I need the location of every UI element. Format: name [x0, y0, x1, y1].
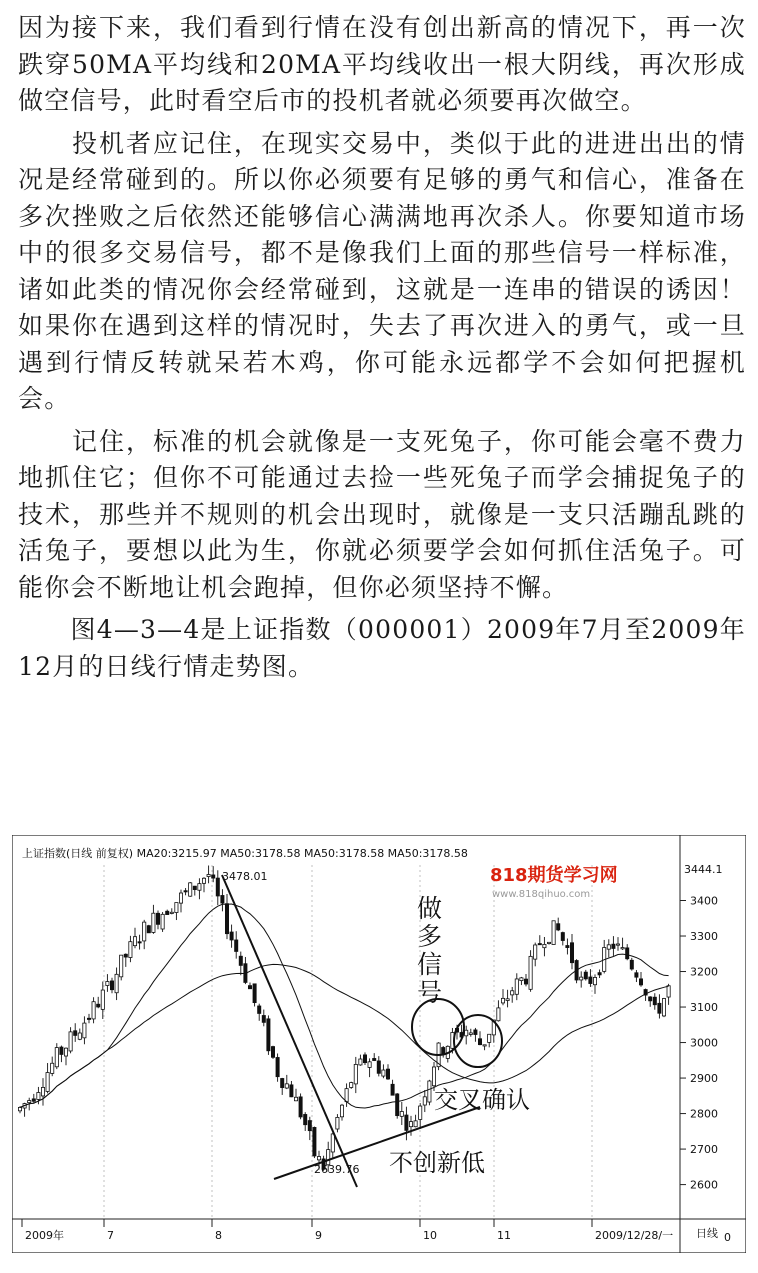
candle-up	[409, 1122, 412, 1127]
candle-up	[152, 913, 155, 932]
candle-down	[235, 940, 238, 951]
candle-up	[175, 903, 178, 913]
candle-down	[32, 1099, 35, 1101]
candle-down	[147, 926, 150, 933]
paragraph-2: 投机者应记住，在现实交易中，类似于此的进进出出的情况是经常碰到的。所以你必须要有足够的勇气和信心，准备在多次挫败之后依然还能够信心满满地再次杀人。你要知道市场中的很多交易信号，都不是像我们上面的那些信号一样标准，诸如此类的情况你会经常碰到，这就是一连串的错误的诱因！如果你在遇到这样的情况时，失去了再次进入的勇气，或一旦遇到行情反转就呆若木鸡，你可能永远都学不会如何把握机会。	[18, 128, 746, 413]
candle-up	[189, 883, 192, 896]
candle-up	[483, 1045, 486, 1046]
candle-up	[106, 982, 109, 986]
candle-up	[368, 1062, 371, 1068]
candle-up	[207, 874, 210, 876]
watermark-url: www.818qihuo.com	[492, 889, 591, 900]
candle-up	[18, 1107, 21, 1110]
candle-up	[170, 912, 173, 913]
annotation-cross-confirm: 交叉确认	[434, 1086, 530, 1114]
candle-down	[290, 1085, 293, 1097]
candle-up	[340, 1105, 343, 1117]
candle-down	[538, 944, 541, 945]
candle-up	[621, 948, 624, 949]
candle-up	[51, 1063, 54, 1073]
candle-up	[662, 998, 665, 1015]
candle-down	[474, 1030, 477, 1035]
corner-label: 日线	[696, 1227, 718, 1240]
y-tick-label: 2800	[690, 1107, 718, 1121]
candle-down	[299, 1097, 302, 1117]
x-tick-label: 2009/12/28/一	[595, 1229, 674, 1242]
candle-up	[69, 1032, 72, 1051]
candle-down	[630, 960, 633, 969]
candle-down	[87, 1018, 90, 1019]
candle-up	[78, 1033, 81, 1039]
candle-down	[373, 1058, 376, 1060]
candle-up	[511, 991, 514, 995]
y-tick-label: 3100	[690, 1001, 718, 1015]
x-tick-label: 8	[215, 1229, 222, 1242]
candle-up	[593, 977, 596, 984]
candle-down	[74, 1031, 77, 1036]
candle-up	[432, 1067, 435, 1086]
candle-up	[336, 1117, 339, 1129]
y-tick-label: 2600	[690, 1178, 718, 1192]
candle-up	[37, 1092, 40, 1099]
candle-down	[635, 973, 638, 977]
candle-down	[230, 932, 233, 940]
candle-up	[198, 884, 201, 891]
high-label: 3478.01	[222, 870, 268, 883]
candle-up	[143, 922, 146, 941]
candle-up	[92, 1002, 95, 1019]
candle-up	[28, 1101, 31, 1103]
candle-down	[653, 997, 656, 1005]
y-tick-label: 2900	[690, 1072, 718, 1086]
candle-down	[156, 913, 159, 924]
candle-up	[331, 1134, 334, 1152]
annotation-long-signal-1: 做	[417, 894, 443, 923]
candle-down	[308, 1121, 311, 1131]
candle-up	[359, 1059, 362, 1065]
candle-down	[60, 1047, 63, 1054]
candle-up	[547, 942, 550, 943]
annotation-long-signal-3: 信	[417, 950, 443, 979]
candle-up	[382, 1070, 385, 1076]
candle-up	[529, 956, 532, 989]
low-label: 2639.76	[314, 1163, 360, 1176]
candle-up	[317, 1157, 320, 1160]
candle-down	[166, 911, 169, 914]
candle-down	[271, 1047, 274, 1058]
candle-up	[294, 1097, 297, 1101]
candle-up	[101, 990, 104, 1009]
candle-up	[580, 977, 583, 980]
candle-up	[469, 1033, 472, 1035]
candle-down	[267, 1019, 270, 1051]
candle-down	[304, 1114, 307, 1124]
candle-up	[285, 1084, 288, 1088]
x-tick-label: 9	[315, 1229, 322, 1242]
candle-down	[216, 878, 219, 896]
chart-frame	[12, 835, 746, 1253]
candle-down	[239, 956, 242, 965]
candle-down	[258, 1006, 261, 1013]
candle-up	[46, 1073, 49, 1092]
x-tick-label: 11	[497, 1229, 511, 1242]
candle-down	[225, 904, 228, 934]
candle-up	[506, 999, 509, 1001]
candle-down	[566, 946, 569, 948]
candle-down	[524, 979, 527, 984]
candle-down	[396, 1094, 399, 1116]
candle-down	[97, 1004, 100, 1007]
candle-down	[391, 1084, 394, 1095]
watermark-logo: 818期货学习网	[490, 865, 618, 886]
candle-up	[616, 944, 619, 945]
candle-up	[345, 1089, 348, 1102]
candle-up	[129, 942, 132, 958]
candle-down	[138, 942, 141, 943]
candle-up	[179, 893, 182, 903]
y-top-label: 3444.1	[684, 863, 723, 876]
candle-down	[276, 1057, 279, 1076]
candle-up	[534, 945, 537, 959]
candle-down	[281, 1078, 284, 1087]
candle-down	[193, 886, 196, 889]
candle-down	[561, 933, 564, 941]
paragraph-1: 因为接下来，我们看到行情在没有创出新高的情况下，再一次跌穿50MA平均线和20MA平均线收出一根大阴线，再次形成做空信号，此时看空后市的投机者就必须要再次做空。	[18, 13, 746, 115]
annotation-long-signal-2: 多	[417, 922, 443, 951]
candle-down	[478, 1039, 481, 1045]
y-tick-label: 3200	[690, 965, 718, 979]
candle-down	[584, 972, 587, 979]
candle-up	[64, 1048, 67, 1056]
candle-down	[262, 1016, 265, 1023]
candle-up	[419, 1106, 422, 1119]
candle-down	[658, 1003, 661, 1013]
y-tick-label: 3000	[690, 1036, 718, 1050]
candle-up	[161, 914, 164, 929]
candle-down	[377, 1061, 380, 1073]
candle-down	[363, 1055, 366, 1063]
candle-down	[649, 997, 652, 1001]
candle-up	[497, 1008, 500, 1021]
candle-up	[41, 1087, 44, 1096]
candle-up	[520, 978, 523, 981]
article-text	[18, 10, 746, 691]
candle-down	[589, 977, 592, 984]
candle-up	[350, 1083, 353, 1088]
x-tick-label: 2009年	[25, 1229, 64, 1242]
candle-down	[313, 1127, 316, 1156]
candle-up	[115, 974, 118, 992]
chart-title: 上证指数(日线 前复权) MA20:3215.97 MA50:3178.58 MA50:3178.58 MA50:3178.58	[22, 847, 468, 860]
candle-up	[667, 986, 670, 997]
candle-up	[501, 998, 504, 1003]
candle-down	[212, 875, 215, 878]
candle-down	[184, 891, 187, 892]
stock-chart-svg	[12, 835, 746, 1253]
candle-up	[414, 1121, 417, 1127]
candle-up	[55, 1048, 58, 1067]
candle-up	[465, 1030, 468, 1036]
candle-down	[626, 948, 629, 959]
candle-down	[570, 943, 573, 963]
candle-down	[110, 981, 113, 990]
stock-chart	[12, 835, 746, 1253]
x-tick-label: 7	[107, 1229, 114, 1242]
candle-up	[488, 1034, 491, 1042]
y-tick-label: 2700	[690, 1143, 718, 1157]
candle-up	[202, 878, 205, 883]
candle-up	[354, 1064, 357, 1083]
candle-up	[607, 945, 610, 949]
candle-down	[598, 973, 601, 975]
annotation-no-new-low: 不创新低	[389, 1149, 485, 1177]
x-tick-label: 10	[423, 1229, 437, 1242]
candle-down	[124, 954, 127, 957]
corner-value: 0	[724, 1231, 731, 1244]
paragraph-4: 图4—3—4是上证指数（000001）2009年7月至2009年12月的日线行情走势图。	[18, 615, 746, 681]
candle-up	[428, 1081, 431, 1102]
paragraph-3: 记住，标准的机会就像是一支死兔子，你可能会毫不费力地抓住它；但你不可能通过去捡一些死兔子而学会捕捉兔子的技术，那些并不规则的机会出现时，就像是一支只活蹦乱跳的活兔子，要想以此为生，你就必须要学会如何抓住活兔子。可能你会不断地让机会跑掉，但你必须坚持不懈。	[18, 426, 746, 602]
candle-up	[552, 921, 555, 945]
candle-up	[543, 944, 546, 947]
candle-down	[639, 979, 642, 985]
candle-down	[557, 924, 560, 930]
candle-down	[248, 986, 251, 989]
candle-down	[612, 944, 615, 948]
candle-down	[253, 984, 256, 1003]
candle-up	[133, 937, 136, 946]
candle-up	[120, 955, 123, 977]
candle-down	[386, 1069, 389, 1079]
candle-down	[221, 895, 224, 903]
candle-up	[400, 1112, 403, 1117]
candle-up	[515, 979, 518, 994]
candle-up	[83, 1023, 86, 1038]
annotation-long-signal-4: 号	[417, 978, 443, 1007]
candle-down	[405, 1115, 408, 1130]
y-tick-label: 3400	[690, 894, 718, 908]
candle-up	[423, 1097, 426, 1105]
y-tick-label: 3300	[690, 930, 718, 944]
